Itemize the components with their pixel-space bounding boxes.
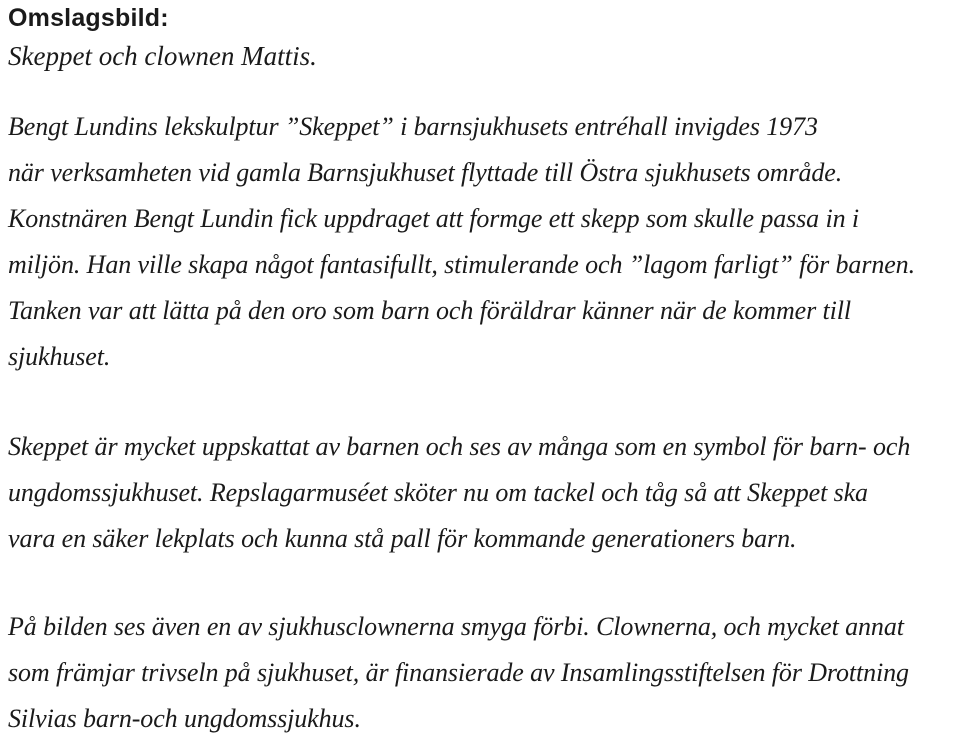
paragraph-line: Konstnären Bengt Lundin fick uppdraget att formge ett skepp som skulle passa in i <box>8 204 860 233</box>
page-heading: Omslagsbild: <box>8 4 169 32</box>
paragraph-clowns <box>8 604 956 742</box>
paragraph-line: som främjar trivseln på sjukhuset, är finansierade av Insamlingsstiftelsen för Drottning <box>8 658 909 687</box>
paragraph-line: miljön. Han ville skapa något fantasifullt, stimulerande och ”lagom farligt” för barnen. <box>8 250 915 279</box>
document-page <box>8 0 956 742</box>
paragraph-line: På bilden ses även en av sjukhusclownerna smyga förbi. Clownerna, och mycket annat <box>8 612 904 641</box>
paragraph-line: sjukhuset. <box>8 342 111 371</box>
paragraph-line: Silvias barn-och ungdomssjukhus. <box>8 704 361 733</box>
paragraph-sculpture-history <box>8 104 956 380</box>
paragraph-line: Skeppet är mycket uppskattat av barnen och ses av många som en symbol för barn- och <box>8 432 911 461</box>
paragraph-line: Tanken var att lätta på den oro som barn och föräldrar känner när de kommer till <box>8 296 851 325</box>
cover-caption: Skeppet och clownen Mattis. <box>8 41 317 71</box>
paragraph-line: ungdomssjukhuset. Repslagarmuséet sköter nu om tackel och tåg så att Skeppet ska <box>8 478 868 507</box>
paragraph-symbol <box>8 424 956 562</box>
paragraph-line: vara en säker lekplats och kunna stå pall för kommande generationers barn. <box>8 524 797 553</box>
paragraph-line: när verksamheten vid gamla Barnsjukhuset flyttade till Östra sjukhusets område. <box>8 158 843 187</box>
paragraph-line: Bengt Lundins lekskulptur ”Skeppet” i barnsjukhusets entréhall invigdes 1973 <box>8 112 818 141</box>
